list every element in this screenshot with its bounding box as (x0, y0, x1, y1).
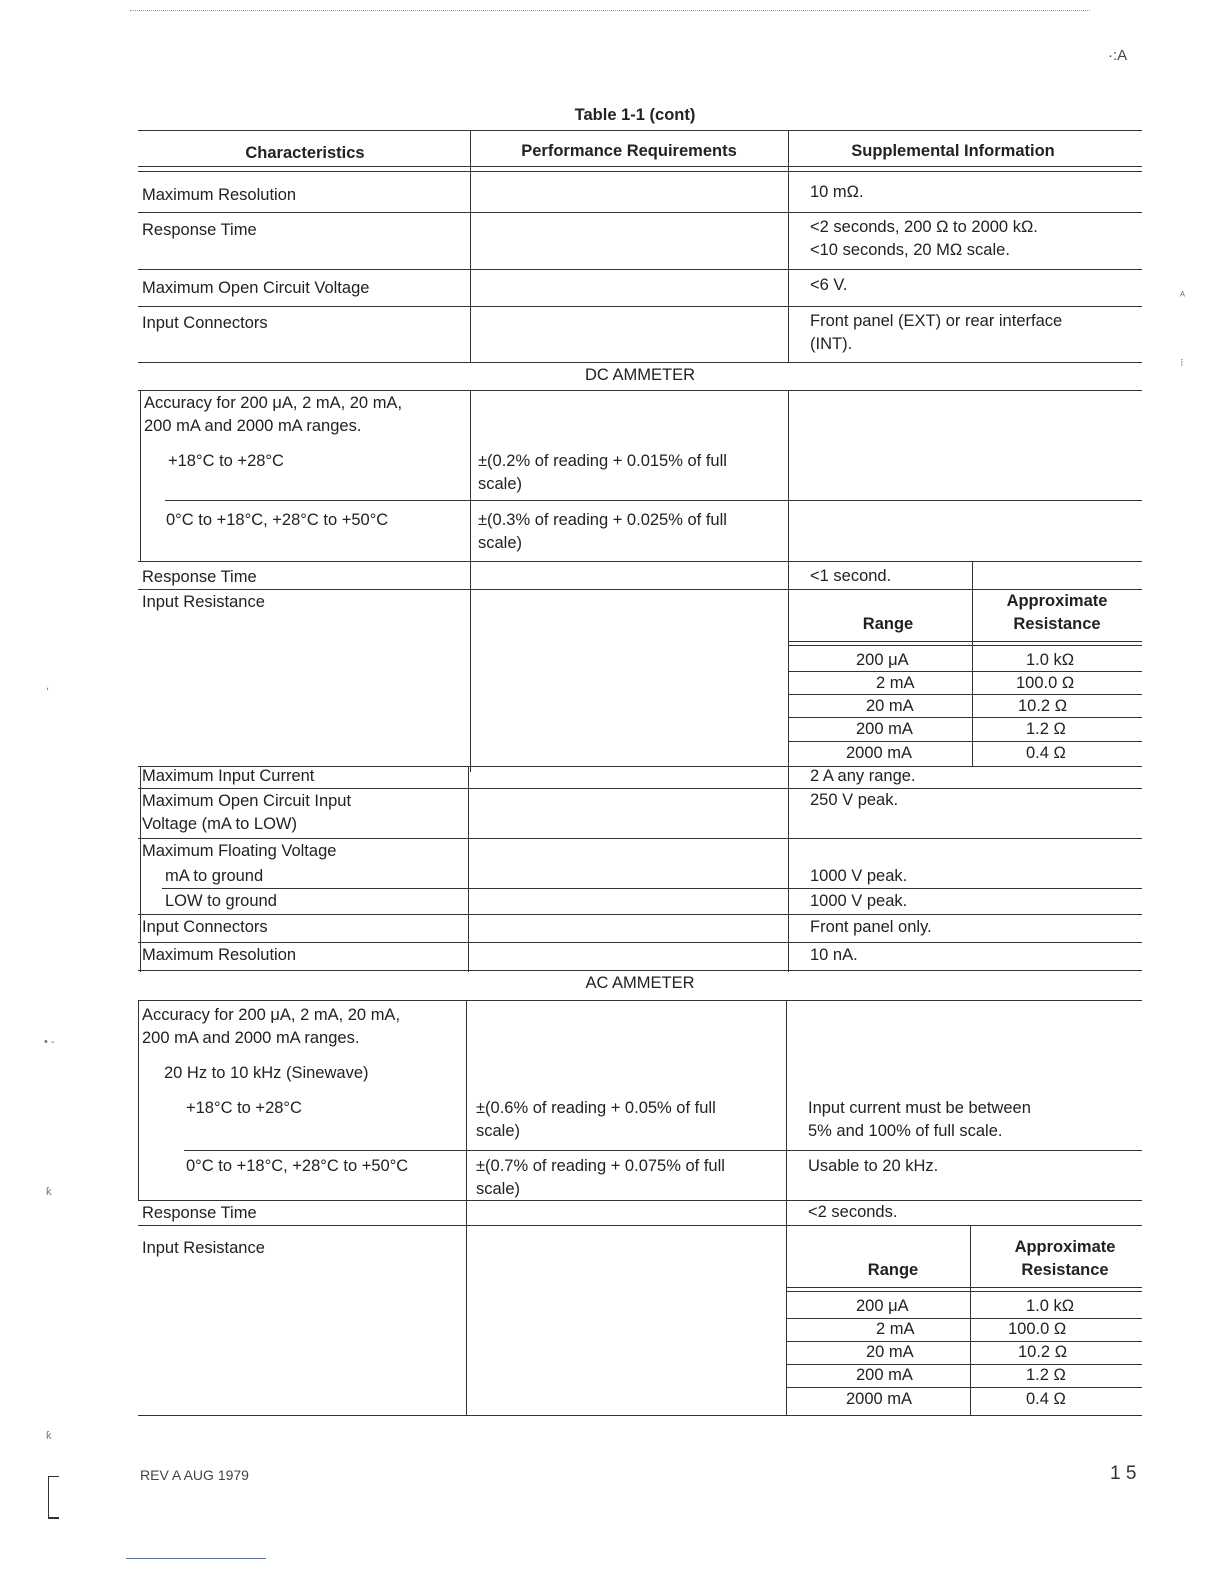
dc-res-item: 100.0 Ω (1016, 674, 1075, 692)
ac-supp1: 5% and 100% of full scale. (808, 1122, 1003, 1140)
dc-req1: scale) (478, 475, 523, 493)
ac-res-head: Approximate (1014, 1238, 1116, 1256)
margin-mark: ᴬ (1180, 290, 1185, 302)
dc-response-supp: <1 second. (810, 567, 892, 585)
dc-res-head: Approximate (1006, 592, 1108, 610)
ac-range-item: 2000 mA (846, 1390, 913, 1408)
ac-req2: ±(0.7% of reading + 0.075% of full (476, 1157, 725, 1175)
row-label: Input Connectors (142, 314, 268, 332)
dc-float-low-supp: 1000 V peak. (810, 892, 908, 910)
ac-req2: scale) (476, 1180, 521, 1198)
column-header-performance: Performance Requirements (521, 142, 737, 160)
row-label: Maximum Open Circuit Voltage (142, 279, 370, 297)
ac-range-item: 200 mA (856, 1366, 913, 1384)
ac-range-item: 2 mA (876, 1320, 915, 1338)
ac-accuracy-label: Accuracy for 200 μA, 2 mA, 20 mA, (142, 1006, 401, 1024)
dc-open-circuit-supp: 250 V peak. (810, 791, 899, 809)
section-heading-dc: DC AMMETER (584, 366, 695, 384)
row-supp: <6 V. (810, 276, 848, 294)
dc-resolution-label: Maximum Resolution (142, 946, 297, 964)
dc-response-label: Response Time (142, 568, 257, 586)
ac-freq: 20 Hz to 10 kHz (Sinewave) (164, 1064, 369, 1082)
margin-bracket (48, 1476, 59, 1519)
ac-res-item: 1.0 kΩ (1026, 1297, 1075, 1315)
ac-input-res-label: Input Resistance (142, 1239, 265, 1257)
dc-res-item: 10.2 Ω (1018, 697, 1068, 715)
dc-float-low-label: LOW to ground (165, 892, 277, 910)
dc-accuracy-label: Accuracy for 200 μA, 2 mA, 20 mA, (144, 394, 403, 412)
ac-req1: ±(0.6% of reading + 0.05% of full (476, 1099, 716, 1117)
dc-range-head: Range (862, 615, 914, 633)
ac-range-head: Range (867, 1261, 919, 1279)
ac-accuracy-label: 200 mA and 2000 mA ranges. (142, 1029, 360, 1047)
ac-res-item: 10.2 Ω (1018, 1343, 1068, 1361)
margin-mark: • - (44, 1036, 55, 1048)
dc-range-item: 2000 mA (846, 744, 913, 762)
ac-temp1: +18°C to +28°C (186, 1099, 302, 1117)
corner-mark: ·:A (1108, 47, 1128, 64)
dc-resolution-supp: 10 nA. (810, 946, 858, 964)
table-title: Table 1-1 (cont) (574, 106, 696, 124)
dc-res-item: 1.0 kΩ (1026, 651, 1075, 669)
dc-float-ma-label: mA to ground (165, 867, 264, 885)
ac-req1: scale) (476, 1122, 521, 1140)
ac-res-head: Resistance (1021, 1261, 1109, 1279)
dc-range-item: 200 μA (856, 651, 909, 669)
margin-mark: ƙ (46, 1430, 52, 1442)
row-supp: <10 seconds, 20 MΩ scale. (810, 241, 1010, 259)
row-label: Response Time (142, 221, 257, 239)
dc-range-item: 20 mA (866, 697, 914, 715)
ac-range-item: 200 μA (856, 1297, 909, 1315)
bottom-rule (126, 1558, 266, 1559)
ac-range-item: 20 mA (866, 1343, 914, 1361)
dc-floating-label: Maximum Floating Voltage (142, 842, 337, 860)
ac-res-item: 100.0 Ω (1008, 1320, 1067, 1338)
dc-float-ma-supp: 1000 V peak. (810, 867, 908, 885)
row-supp: 10 mΩ. (810, 183, 864, 201)
dc-open-circuit-label: Voltage (mA to LOW) (142, 815, 297, 833)
column-header-supplemental: Supplemental Information (851, 142, 1055, 160)
row-supp: <2 seconds, 200 Ω to 2000 kΩ. (810, 218, 1038, 236)
scan-edge-line (130, 10, 1090, 11)
dc-temp1: +18°C to +28°C (168, 452, 284, 470)
dc-connectors-label: Input Connectors (142, 918, 268, 936)
dc-max-current-supp: 2 A any range. (810, 767, 916, 785)
ac-response-supp: <2 seconds. (808, 1203, 898, 1221)
ac-res-item: 0.4 Ω (1026, 1390, 1066, 1408)
ac-supp1: Input current must be between (808, 1099, 1031, 1117)
dc-res-head: Resistance (1013, 615, 1101, 633)
dc-res-item: 0.4 Ω (1026, 744, 1066, 762)
dc-open-circuit-label: Maximum Open Circuit Input (142, 792, 352, 810)
column-header-characteristics: Characteristics (245, 144, 365, 162)
dc-range-item: 2 mA (876, 674, 915, 692)
margin-mark: ƙ (46, 1186, 52, 1198)
dc-req2: scale) (478, 534, 523, 552)
footer-page-number: 1 5 (1110, 1463, 1137, 1484)
ac-response-label: Response Time (142, 1204, 257, 1222)
ac-res-item: 1.2 Ω (1026, 1366, 1066, 1384)
dc-req1: ±(0.2% of reading + 0.015% of full (478, 452, 727, 470)
ac-supp2: Usable to 20 kHz. (808, 1157, 939, 1175)
dc-input-res-label: Input Resistance (142, 593, 265, 611)
dc-res-item: 1.2 Ω (1026, 720, 1066, 738)
footer-revision: REV A AUG 1979 (140, 1467, 249, 1483)
margin-mark: ⁝ (1180, 357, 1184, 369)
dc-temp2: 0°C to +18°C, +28°C to +50°C (166, 511, 389, 529)
dc-req2: ±(0.3% of reading + 0.025% of full (478, 511, 727, 529)
dc-range-item: 200 mA (856, 720, 913, 738)
row-supp: (INT). (810, 335, 853, 353)
row-label: Maximum Resolution (142, 186, 297, 204)
row-supp: Front panel (EXT) or rear interface (810, 312, 1063, 330)
ac-temp2: 0°C to +18°C, +28°C to +50°C (186, 1157, 409, 1175)
section-heading-ac: AC AMMETER (585, 974, 695, 992)
dc-accuracy-label: 200 mA and 2000 mA ranges. (144, 417, 362, 435)
dc-max-current-label: Maximum Input Current (142, 767, 315, 785)
dc-connectors-supp: Front panel only. (810, 918, 932, 936)
margin-mark: , (46, 680, 50, 692)
